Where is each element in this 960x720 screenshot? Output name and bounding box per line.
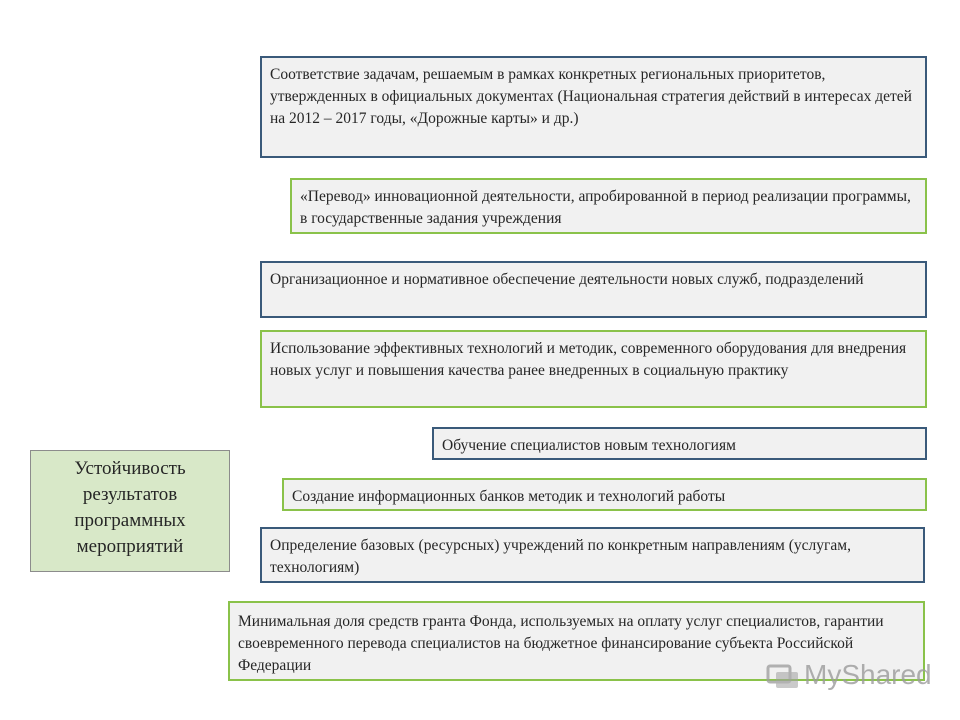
item-box-6 (282, 478, 927, 511)
main-topic-text: Устойчивость результатов программных мероприятий (74, 458, 186, 557)
watermark-text: MyShared (804, 659, 932, 690)
item-text-6: Создание информационных банков методик и технологий работы (292, 488, 726, 505)
item-text-4: Использование эффективных технологий и методик, современного оборудования для внедрения новых услуг и повышения качества ранее внедренных в социальную практику (270, 340, 907, 379)
item-text-2: «Перевод» инновационной деятельности, апробированной в период реализации программы, в государственные задания учреждения (300, 188, 911, 227)
myshared-logo-icon (766, 660, 800, 690)
item-text-5: Обучение специалистов новым технологиям (442, 437, 736, 454)
item-box-3 (260, 261, 927, 318)
item-box-2 (290, 178, 927, 234)
item-text-3: Организационное и нормативное обеспечение деятельности новых служб, подразделений (270, 271, 864, 288)
item-box-4 (260, 330, 927, 408)
item-box-1 (260, 56, 927, 158)
item-text-1: Соответствие задачам, решаемым в рамках конкретных региональных приоритетов, утвержденных в официальных документах (Национальная стратегия действий в интересах детей на 2012 – 2017 годы, «Дорожные карты» и др.) (270, 66, 912, 127)
main-topic-box (30, 450, 230, 572)
item-box-5 (432, 427, 927, 460)
item-box-7 (260, 527, 925, 583)
item-text-7: Определение базовых (ресурсных) учреждений по конкретным направлениям (услугам, технологиям) (270, 537, 851, 576)
item-text-8: Минимальная доля средств гранта Фонда, используемых на оплату услуг специалистов, гарантии своевременного перевода специалистов на бюджетное финансирование субъекта Российской Федерации (238, 613, 884, 674)
myshared-watermark (766, 655, 932, 695)
